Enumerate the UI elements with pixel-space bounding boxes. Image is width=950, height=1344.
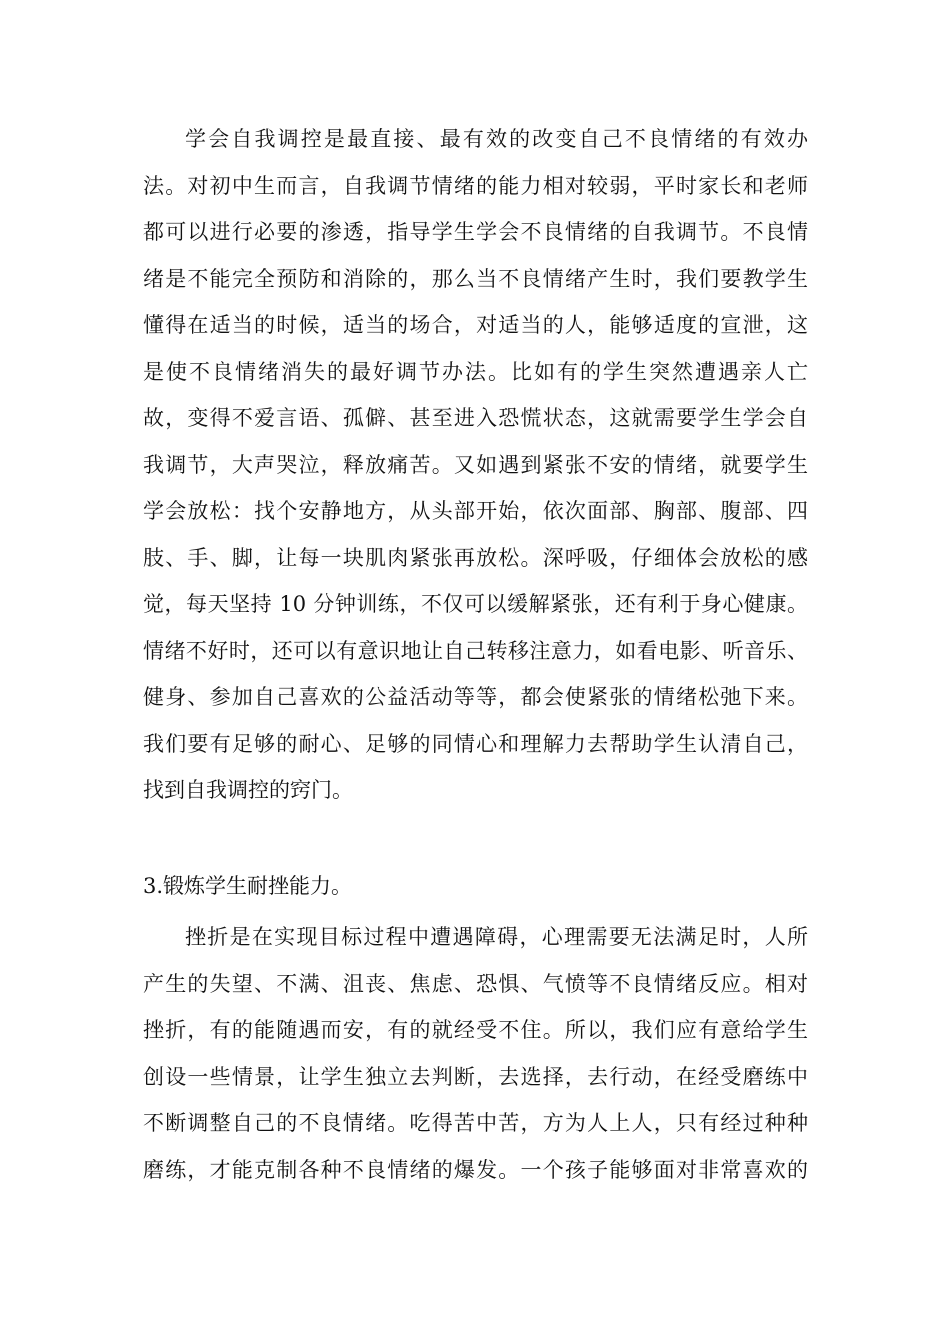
paragraph-line: 健身、参加自己喜欢的公益活动等等，都会使紧张的情绪松弛下来。: [143, 685, 808, 709]
paragraph-line: 法。对初中生而言，自我调节情绪的能力相对较弱，平时家长和老师: [143, 173, 808, 198]
section-heading: [143, 864, 808, 908]
paragraph-line: 学会自我调控是最直接、最有效的改变自己不良情绪的有效办: [185, 127, 808, 151]
paragraph-line: 学会放松：找个安静地方，从头部开始，依次面部、胸部、腹部、四: [143, 499, 808, 523]
paragraph-line: 是使不良情绪消失的最好调节办法。比如有的学生突然遭遇亲人亡: [143, 359, 808, 384]
paragraph-line: 故，变得不爱言语、孤僻、甚至进入恐慌状态，这就需要学生学会自: [143, 406, 808, 430]
paragraph-line: 挫折，有的能随遇而安，有的就经受不住。所以，我们应有意给学生: [143, 1018, 808, 1042]
paragraph-line: 找到自我调控的窍门。: [143, 778, 353, 802]
paragraph-line: 都可以进行必要的渗透，指导学生学会不良情绪的自我调节。不良情: [143, 220, 808, 244]
paragraph-line: 觉，每天坚持 10 分钟训练，不仅可以缓解紧张，还有利于身心健康。: [143, 592, 808, 616]
paragraph-line: 不断调整自己的不良情绪。吃得苦中苦，方为人上人，只有经过种种: [143, 1111, 808, 1135]
paragraph-line: 我调节，大声哭泣，释放痛苦。又如遇到紧张不安的情绪，就要学生: [143, 452, 808, 477]
paragraph-line: 挫折是在实现目标过程中遭遇障碍，心理需要无法满足时，人所: [185, 925, 808, 949]
section-heading-text: 3.锻炼学生耐挫能力。: [143, 874, 353, 898]
paragraph-line: 绪是不能完全预防和消除的，那么当不良情绪产生时，我们要教学生: [143, 266, 808, 291]
paragraph-self-regulation: [143, 116, 808, 814]
paragraph-line: 磨练，才能克制各种不良情绪的爆发。一个孩子能够面对非常喜欢的: [143, 1157, 808, 1182]
paragraph-line: 懂得在适当的时候，适当的场合，对适当的人，能够适度的宣泄，这: [143, 313, 808, 337]
paragraph-line: 肢、手、脚，让每一块肌肉紧张再放松。深呼吸，仔细体会放松的感: [143, 545, 808, 570]
paragraph-line: 我们要有足够的耐心、足够的同情心和理解力去帮助学生认清自己，: [143, 731, 808, 756]
paragraph-line: 创设一些情景，让学生独立去判断，去选择，去行动，在经受磨练中: [143, 1064, 808, 1089]
paragraph-frustration-tolerance: [143, 914, 808, 1193]
paragraph-line: 产生的失望、不满、沮丧、焦虑、恐惧、气愤等不良情绪反应。相对: [143, 971, 808, 996]
paragraph-line: 情绪不好时，还可以有意识地让自己转移注意力，如看电影、听音乐、: [143, 638, 808, 663]
